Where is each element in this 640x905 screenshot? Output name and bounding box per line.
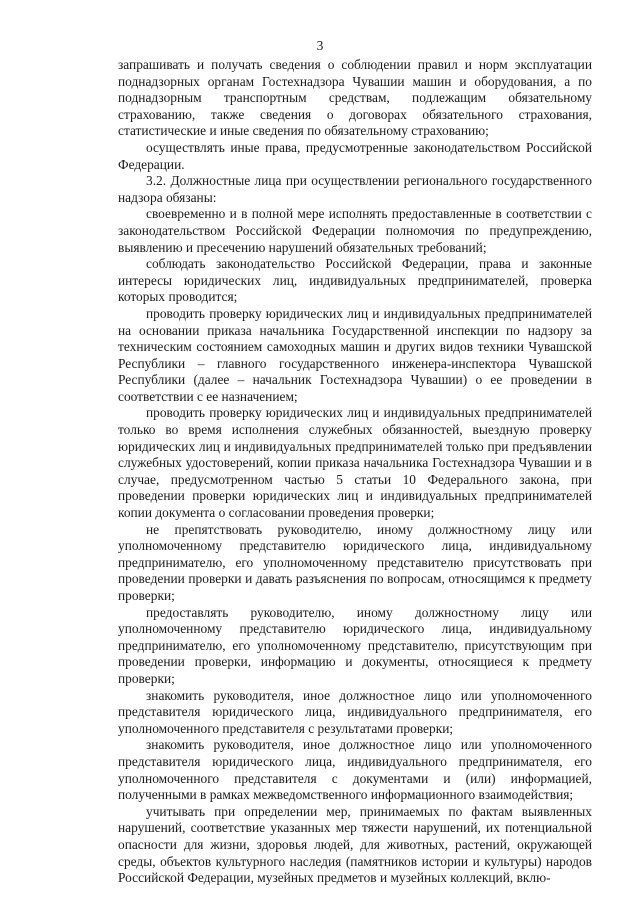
paragraph-consider-measures: учитывать при определении мер, принимаемых по фактам выявленных нарушений, соответствие указанных мер тяжести нарушений, их потенциальной опасности для жизни, здоровья людей, для животных, растений, окружающей среды, объектов культурного наследия (памятников истории и культуры) народов Российской Федерации, музейных предметов и музейных коллекций, вклю-	[118, 803, 592, 886]
paragraph-inspection-during-duties: проводить проверку юридических лиц и индивидуальных предпринимателей только во время исполнения служебных обязанностей, выездную проверку юридических лиц и индивидуальных предпринимателей только при предъявлении служебных удостоверений, копии приказа начальника Гостехнадзора Чувашии и в случае, предусмотренном частью 5 статьи 10 Федерального закона, при проведении проверки юридических лиц и индивидуальных предпринимателей копии документа о согласовании проведения проверки;	[118, 405, 592, 521]
paragraph-other-rights: осуществлять иные права, предусмотренные законодательством Российской Федерации.	[118, 139, 592, 172]
paragraph-section-3-2-heading: 3.2. Должностные лица при осуществлении регионального государственного надзора обязаны:	[118, 173, 592, 205]
document-body	[118, 57, 592, 887]
paragraph-request-information: запрашивать и получать сведения о соблюдении правил и норм эксплуатации поднадзорных органам Гостехнадзора Чувашии машин и оборудования, а по поднадзорным транспортным средствам, подлежащим обязательному страхованию, также сведения о договорах обязательного страхования, статистические и иные сведения по обязательному страхованию;	[118, 57, 592, 139]
paragraph-observe-legislation: соблюдать законодательство Российской Федерации, права и законные интересы юридических лиц, индивидуальных предпринимателей, проверка которых проводится;	[118, 256, 592, 305]
paragraph-provide-information: предоставлять руководителю, иному должностному лицу или уполномоченному представителю юридического лица, индивидуальному предпринимателю, его уполномоченному представителю, присутствующим при проведении проверки, информацию и документы, относящиеся к предмету проверки;	[118, 604, 592, 686]
paragraph-exercise-powers: своевременно и в полной мере исполнять предоставленные в соответствии с законодательством Российской Федерации полномочия по предупреждению, выявлению и пресечению нарушений обязательных требований;	[118, 206, 592, 255]
paragraph-inspection-by-order: проводить проверку юридических лиц и индивидуальных предпринимателей на основании приказа начальника Государственной инспекции по надзору за техническим состоянием самоходных машин и других видов техники Чувашской Республики – главного государственного инженера-инспектора Чувашской Республики (далее – начальник Гостехнадзора Чувашии) о ее проведении в соответствии с ее назначением;	[118, 305, 592, 404]
paragraph-not-obstruct: не препятствовать руководителю, иному должностному лицу или уполномоченному представителю юридического лица, индивидуальному предпринимателю, его уполномоченному представителю присутствовать при проведении проверки и давать разъяснения по вопросам, относящимся к предмету проверки;	[118, 521, 592, 603]
paragraph-acquaint-documents: знакомить руководителя, иное должностное лицо или уполномоченного представителя юридического лица, индивидуального предпринимателя, его уполномоченного представителя с документами и (или) информацией, полученными в рамках межведомственного информационного взаимодействия;	[118, 737, 592, 803]
page-number: 3	[316, 38, 324, 53]
paragraph-acquaint-results: знакомить руководителя, иное должностное лицо или уполномоченного представителя юридического лица, индивидуального предпринимателя, его уполномоченного представителя с результатами проверки;	[118, 687, 592, 736]
